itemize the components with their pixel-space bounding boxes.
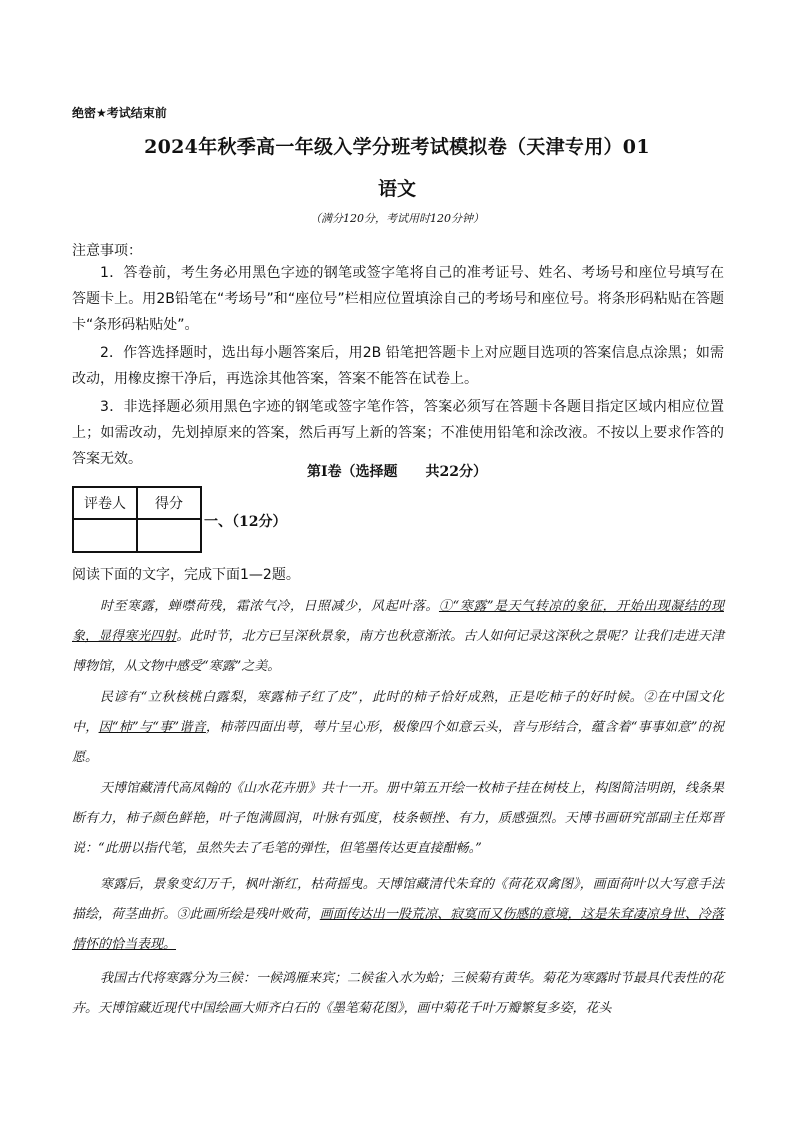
passage-paragraph-5: 我国古代将寒露分为三候：一候鸿雁来宾；二候雀入水为蛤；三候菊有黄华。菊花为寒露时节最具代表性的花卉。天博馆藏近现代中国绘画大师齐白石的《墨笔菊花图》，画中菊花千叶万瓣繁复多姿，花头 [72,971,725,1016]
score-time-note: （满分120分，考试用时120分钟） [310,212,484,225]
p4-text-a: 寒露后，景象变幻万千，枫叶渐红，枯荷摇曳。天博馆藏清代朱耷的《荷花双禽图》，画面荷叶以大写意手法描绘，荷茎曲折。③此画所绘是残叶败荷， [72,877,724,922]
passage-paragraph-4 [72,870,724,960]
notes-heading: 注意事项： [72,243,142,259]
question-section-label: 一、（12分） [204,514,287,530]
note-item-3: 3．非选择题必须用黑色字迹的钢笔或签字笔作答，答案必须写在答题卡各题目指定区域内相应位置上；如需改动，先划掉原来的答案，然后再写上新的答案；不准使用铅笔和涂改液。不按以上要求作答的答案无效。 [72,399,724,467]
p1-text-b: 。此时节，北方已呈深秋景象，南方也秋意渐浓。古人如何记录这深秋之景呢？让我们走进天津博物馆，从文物中感受“寒露”之美。 [72,629,724,674]
passage-paragraph-2 [72,683,724,773]
score-cell [137,519,201,552]
part-title: 第Ⅰ卷（选择题 共22分） [306,464,488,480]
p4-underlined: 画面传达出一股荒凉、寂寞而又伤感的意境，这是朱耷凄凉身世、冷落情怀的恰当表现。 [72,907,724,952]
p2-underlined: 因“柿”与“事”谐音 [98,720,206,735]
p1-underlined: ①“寒露”是天气转凉的象征，开始出现凝结的现象，显得寒光四射 [72,599,724,644]
p2-text-a: 民谚有“立秋核桃白露梨，寒露柿子红了皮”，此时的柿子恰好成熟，正是吃柿子的好时候。②在中国文化中， [72,690,724,735]
note-item-2: 2．作答选择题时，选出每小题答案后，用2B 铅笔把答题卡上对应题目选项的答案信息点涂黑；如需改动，用橡皮擦干净后，再选涂其他答案，答案不能答在试卷上。 [72,345,724,387]
grader-cell [73,519,137,552]
reading-instruction: 阅读下面的文字，完成下面1—2题。 [72,567,300,583]
confidential-mark: 绝密★考试结束前 [72,106,167,120]
passage-paragraph-3: 天博馆藏清代高凤翰的《山水花卉册》共十一开。册中第五开绘一枚柿子挂在树枝上，构图简洁明朗，线条果断有力，柿子颜色鲜艳，叶子饱满圆润，叶脉有弧度，枝条顿挫、有力，质感强烈。天博书画研究部副主任郑晋说：“此册以指代笔，虽然失去了毛笔的弹性，但笔墨传达更直接酣畅。” [72,781,725,856]
exam-title: 2024年秋季高一年级入学分班考试模拟卷（天津专用）01 [144,136,650,158]
grader-table [72,486,202,553]
subject-title: 语文 [377,178,416,200]
note-item-1: 1．答卷前，考生务必用黑色字迹的钢笔或签字笔将自己的准考证号、姓名、考场号和座位号填写在答题卡上。用2B铅笔在“考场号”和“座位号”栏相应位置填涂自己的考场号和座位号。将条形码粘贴在答题卡“条形码粘贴处”。 [72,265,724,333]
p2-text-b: ，柿蒂四面出萼，萼片呈心形，极像四个如意云头，音与形结合，蕴含着“事事如意”的祝愿。 [72,720,724,765]
passage-paragraph-1 [72,592,724,682]
grader-header: 评卷人 [73,487,137,519]
score-header: 得分 [137,487,201,519]
p1-text-a: 时至寒露，蝉噤荷残，霜浓气冷，日照减少，风起叶落。 [100,599,439,614]
